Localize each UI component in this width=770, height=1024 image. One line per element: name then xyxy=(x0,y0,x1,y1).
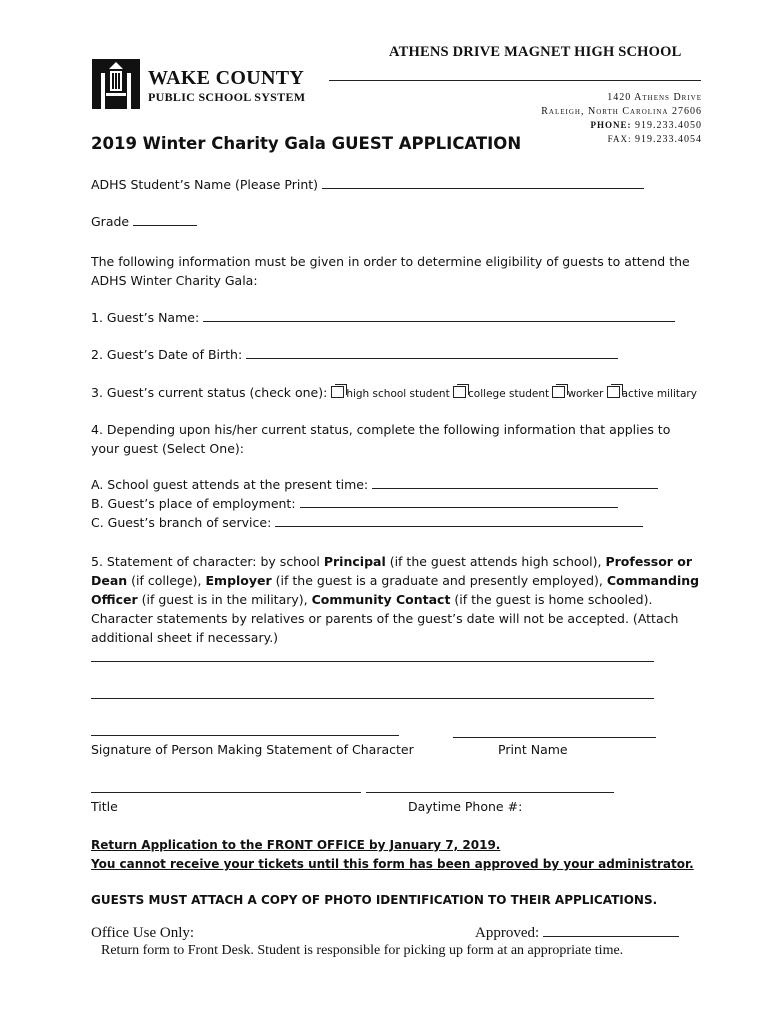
phone-line xyxy=(560,120,702,131)
title-field[interactable] xyxy=(91,792,361,793)
address-street: 1420 Athens Drive xyxy=(607,92,702,103)
statement-line1: 5. Statement of character: by school Principal (if the guest attends high school), Professor or xyxy=(91,554,693,569)
phone-number: 919.233.4050 xyxy=(635,120,702,131)
return-form-note: Return form to Front Desk. Student is responsible for picking up form at an appropriate time. xyxy=(101,943,624,958)
status-option-college: college student xyxy=(468,388,550,400)
district-logo xyxy=(92,59,140,109)
intro-line2: ADHS Winter Charity Gala: xyxy=(91,273,258,288)
option-a-label: A. School guest attends at the present time: xyxy=(91,477,369,492)
grade-row xyxy=(91,214,197,229)
fax-line xyxy=(560,134,702,145)
question-4-line2: your guest (Select One): xyxy=(91,441,244,456)
question-4 xyxy=(91,420,670,458)
title-label: Title xyxy=(91,799,118,814)
intro-text xyxy=(91,252,690,290)
logo-title: WAKE COUNTY xyxy=(148,67,305,89)
return-line: Return Application to the FRONT OFFICE by January 7, 2019. xyxy=(91,838,501,852)
approved-label: Approved: xyxy=(475,925,540,941)
status-checkbox-military[interactable] xyxy=(607,386,620,398)
statement-line3: Officer (if guest is in the military), Community Contact (if the guest is home schooled). xyxy=(91,592,653,607)
option-c-row xyxy=(91,515,643,530)
statement-line5: additional sheet if necessary.) xyxy=(91,630,279,645)
print-name-label: Print Name xyxy=(498,742,568,757)
return-notice xyxy=(91,836,694,874)
question-4-line1: 4. Depending upon his/her current status, complete the following information that applies to xyxy=(91,422,671,437)
statement-field-1[interactable] xyxy=(91,661,654,662)
header-rule xyxy=(329,80,701,81)
approved-field[interactable] xyxy=(543,936,679,937)
statement-line4: Character statements by relatives or parents of the guest’s date will not be accepted. (Attach xyxy=(91,611,679,626)
student-name-row xyxy=(91,177,644,192)
status-checkbox-worker[interactable] xyxy=(552,386,565,398)
school-name: ATHENS DRIVE MAGNET HIGH SCHOOL xyxy=(389,44,682,60)
option-a-row xyxy=(91,477,658,492)
option-b-row xyxy=(91,496,618,511)
daytime-phone-label: Daytime Phone #: xyxy=(408,799,523,814)
guest-name-row xyxy=(91,310,675,325)
option-c-label: C. Guest’s branch of service: xyxy=(91,515,272,530)
guest-name-field[interactable] xyxy=(203,321,675,322)
signature-field[interactable] xyxy=(91,735,399,736)
statement-field-2[interactable] xyxy=(91,698,654,699)
school-building-icon xyxy=(92,59,140,109)
photo-id-notice: GUESTS MUST ATTACH A COPY OF PHOTO IDENTIFICATION TO THEIR APPLICATIONS. xyxy=(91,893,658,907)
fax-number: 919.233.4054 xyxy=(635,134,702,145)
phone-label: PHONE: xyxy=(590,120,632,130)
guest-name-label: 1. Guest’s Name: xyxy=(91,310,200,325)
logo-subtitle: PUBLIC SCHOOL SYSTEM xyxy=(148,90,306,104)
guest-dob-label: 2. Guest’s Date of Birth: xyxy=(91,347,243,362)
signature-label: Signature of Person Making Statement of Character xyxy=(91,742,414,757)
guest-status-label: 3. Guest’s current status (check one): xyxy=(91,385,328,400)
option-b-field[interactable] xyxy=(300,507,618,508)
statement-of-character xyxy=(91,552,699,647)
print-name-field[interactable] xyxy=(453,737,656,738)
daytime-phone-field[interactable] xyxy=(366,792,614,793)
fax-label: FAX: xyxy=(607,134,632,144)
grade-field[interactable] xyxy=(133,225,197,226)
status-option-military: active military xyxy=(621,388,697,400)
status-option-high-school: high school student xyxy=(346,388,450,400)
student-name-field[interactable] xyxy=(322,188,644,189)
office-use-label: Office Use Only: xyxy=(91,925,195,941)
option-a-field[interactable] xyxy=(372,488,658,489)
option-c-field[interactable] xyxy=(275,526,643,527)
option-b-label: B. Guest’s place of employment: xyxy=(91,496,296,511)
student-name-label: ADHS Student’s Name (Please Print) xyxy=(91,177,319,192)
approved-row xyxy=(475,925,679,942)
statement-line2: Dean (if college), Employer (if the guest is a graduate and presently employed), Commanding xyxy=(91,573,700,588)
guest-dob-row xyxy=(91,347,618,362)
status-option-worker: worker xyxy=(567,388,604,400)
address-city: Raleigh, North Carolina 27606 xyxy=(541,106,702,117)
guest-dob-field[interactable] xyxy=(246,358,618,359)
form-title: 2019 Winter Charity Gala GUEST APPLICATION xyxy=(91,134,522,153)
tickets-line: You cannot receive your tickets until this form has been approved by your administrator. xyxy=(91,857,694,871)
grade-label: Grade xyxy=(91,214,130,229)
status-checkbox-high-school[interactable] xyxy=(331,386,344,398)
guest-status-row xyxy=(91,385,697,400)
intro-line1: The following information must be given in order to determine eligibility of guests to attend the xyxy=(91,254,690,269)
status-checkbox-college[interactable] xyxy=(453,386,466,398)
